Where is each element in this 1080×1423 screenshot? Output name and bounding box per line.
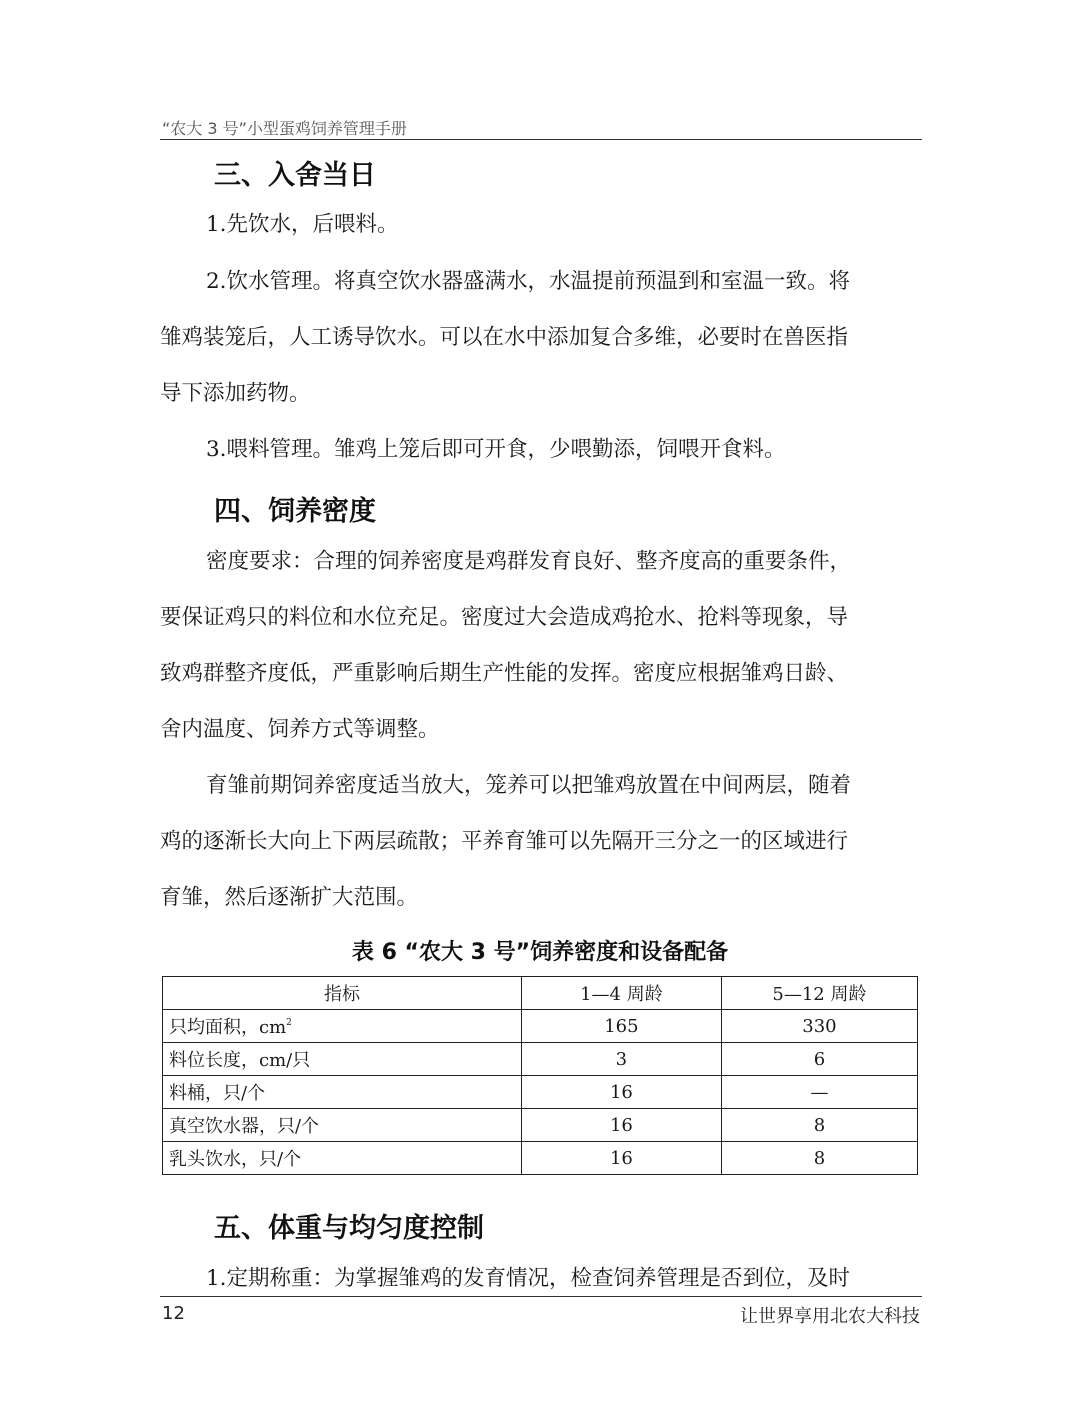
section-heading-3: 三、入舍当日: [214, 160, 376, 191]
body-line: 育雏，然后逐渐扩大范围。: [160, 885, 419, 910]
cell-value: —: [721, 1076, 917, 1109]
cell-value: 16: [521, 1142, 721, 1175]
body-line: 密度要求：合理的饲养密度是鸡群发育良好、整齐度高的重要条件，: [206, 549, 852, 574]
column-header: 5—12 周龄: [721, 977, 917, 1010]
footer-slogan: 让世界享用北农大科技: [740, 1306, 920, 1327]
cell-value: 16: [521, 1076, 721, 1109]
body-line: 育雏前期饲养密度适当放大，笼养可以把雏鸡放置在中间两层，随着: [206, 773, 852, 798]
body-line: 1.先饮水，后喂料。: [206, 212, 399, 237]
density-equipment-table: [162, 976, 918, 1175]
column-header: 1—4 周龄: [521, 977, 721, 1010]
table-row: [163, 1043, 918, 1076]
body-line: 1.定期称重：为掌握雏鸡的发育情况，检查饲养管理是否到位，及时: [206, 1266, 851, 1291]
body-line: 舍内温度、饲养方式等调整。: [160, 717, 440, 742]
table-header-row: [163, 977, 918, 1010]
cell-value: 3: [521, 1043, 721, 1076]
table-row: [163, 1142, 918, 1175]
table-row: [163, 1109, 918, 1142]
row-label: 料位长度，cm/只: [163, 1043, 522, 1076]
table-caption: 表 6 “农大 3 号”饲养密度和设备配备: [351, 940, 729, 965]
body-line: 要保证鸡只的料位和水位充足。密度过大会造成鸡抢水、抢料等现象，导: [160, 605, 849, 630]
cell-value: 165: [521, 1010, 721, 1043]
cell-value: 6: [721, 1043, 917, 1076]
body-line: 2.饮水管理。将真空饮水器盛满水，水温提前预温到和室温一致。将: [206, 269, 851, 294]
cell-value: 8: [721, 1142, 917, 1175]
body-line: 致鸡群整齐度低，严重影响后期生产性能的发挥。密度应根据雏鸡日龄、: [160, 661, 849, 686]
header-divider: [160, 139, 922, 140]
section-heading-4: 四、饲养密度: [214, 496, 376, 527]
cell-value: 16: [521, 1109, 721, 1142]
running-header: “农大 3 号”小型蛋鸡饲养管理手册: [162, 119, 407, 138]
body-line: 鸡的逐渐长大向上下两层疏散；平养育雏可以先隔开三分之一的区域进行: [160, 829, 849, 854]
row-label: 真空饮水器，只/个: [163, 1109, 522, 1142]
cell-value: 8: [721, 1109, 917, 1142]
row-label: 料桶，只/个: [163, 1076, 522, 1109]
row-label: 只均面积，$cm^2$: [163, 1010, 522, 1043]
body-line: 3.喂料管理。雏鸡上笼后即可开食，少喂勤添，饲喂开食料。: [206, 437, 786, 462]
cell-value: 330: [721, 1010, 917, 1043]
table-row: [163, 1010, 918, 1043]
superscript: 2: [286, 1018, 292, 1028]
body-line: 导下添加药物。: [160, 381, 311, 406]
section-heading-5: 五、体重与均匀度控制: [214, 1213, 484, 1244]
row-label: 乳头饮水，只/个: [163, 1142, 522, 1175]
footer-divider: [160, 1296, 922, 1297]
table-row: [163, 1076, 918, 1109]
column-header: 指标: [163, 977, 522, 1010]
page-number: 12: [162, 1303, 185, 1324]
body-line: 雏鸡装笼后，人工诱导饮水。可以在水中添加复合多维，必要时在兽医指: [160, 325, 849, 350]
